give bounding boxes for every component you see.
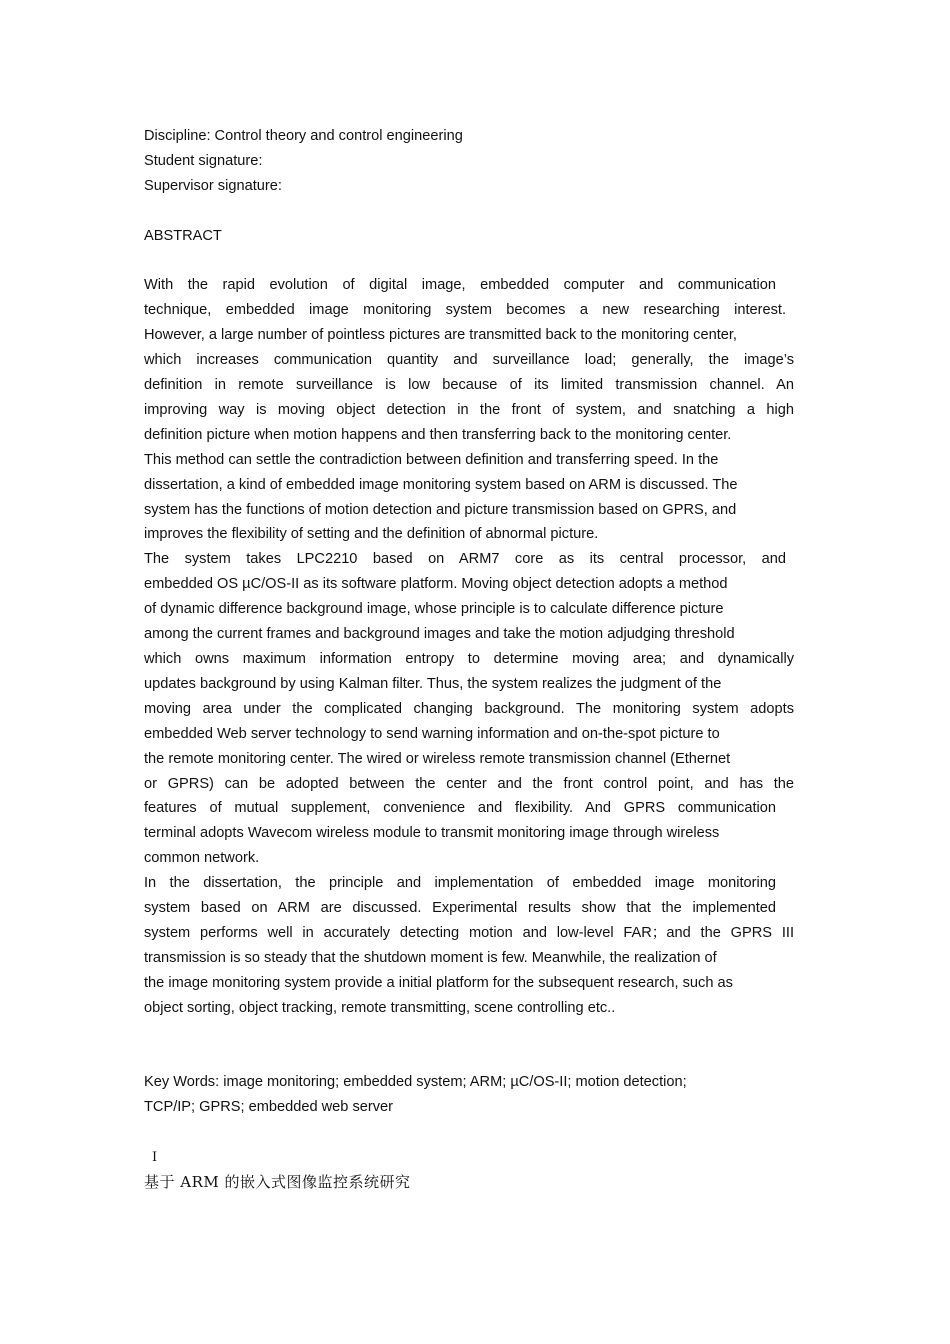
abstract-line: which owns maximum information entropy to determine moving area; and dynamically [144, 651, 794, 667]
abstract-line: the remote monitoring center. The wired or wireless remote transmission channel (Ethernet [144, 750, 731, 767]
keywords-line-continued: TCP/IP; GPRS; embedded web server [144, 1099, 394, 1116]
abstract-line: The system takes LPC2210 based on ARM7 core as its central processor, and [144, 551, 786, 568]
abstract-line: improving way is moving object detection in the front of system, and snatching a high [144, 401, 794, 418]
keywords-line: Key Words: image monitoring; embedded system; ARM; µC/OS-II; motion detection; [144, 1074, 687, 1091]
abstract-line: features of mutual supplement, convenience and flexibility. And GPRS communication [144, 800, 776, 817]
abstract-line: which increases communication quantity and surveillance load; generally, the image’s [144, 352, 794, 369]
abstract-line: However, a large number of pointless pictures are transmitted back to the monitoring center, [144, 327, 737, 344]
abstract-line: or GPRS) can be adopted between the center and the front control point, and has the [144, 775, 794, 792]
abstract-line: definition in remote surveillance is low because of its limited transmission channel. An [144, 377, 794, 394]
abstract-line: technique, embedded image monitoring system becomes a new researching interest. [144, 302, 786, 319]
abstract-line: definition picture when motion happens and then transferring back to the monitoring center. [144, 426, 732, 443]
abstract-line: With the rapid evolution of digital image, embedded computer and communication [144, 277, 776, 294]
document-page [144, 124, 794, 1194]
abstract-line: object sorting, object tracking, remote transmitting, scene controlling etc.. [144, 999, 616, 1016]
abstract-line: transmission is so steady that the shutdown moment is few. Meanwhile, the realization of [144, 949, 717, 966]
abstract-line: common network. [144, 850, 260, 867]
abstract-line: of dynamic difference background image, whose principle is to calculate difference picture [144, 601, 724, 618]
abstract-line: among the current frames and background images and take the motion adjudging threshold [144, 626, 735, 643]
student-signature-line: Student signature: [144, 152, 263, 169]
abstract-line: improves the flexibility of setting and the definition of abnormal picture. [144, 526, 599, 543]
abstract-line: embedded Web server technology to send warning information and on-the-spot picture to [144, 725, 720, 742]
abstract-line: embedded OS µC/OS-II as its software platform. Moving object detection adopts a method [144, 576, 728, 593]
abstract-heading: ABSTRACT [144, 227, 222, 244]
abstract-line: This method can settle the contradiction between definition and transferring speed. In the [144, 451, 719, 468]
supervisor-signature-line: Supervisor signature: [144, 177, 282, 194]
abstract-line: system has the functions of motion detection and picture transmission based on GPRS, and [144, 501, 737, 518]
page-number: I [152, 1150, 158, 1166]
abstract-line: system performs well in accurately detecting motion and low-level FAR；and the GPRS III [144, 924, 794, 941]
abstract-body [144, 273, 794, 1020]
abstract-line: the image monitoring system provide a initial platform for the subsequent research, such as [144, 974, 733, 991]
discipline-line: Discipline: Control theory and control engineering [144, 128, 463, 144]
abstract-line: In the dissertation, the principle and implementation of embedded image monitoring [144, 875, 776, 892]
abstract-line: system based on ARM are discussed. Experimental results show that the implemented [144, 900, 776, 917]
chinese-title: 基于 ARM 的嵌入式图像监控系统研究 [144, 1173, 411, 1192]
abstract-line: moving area under the complicated changing background. The monitoring system adopts [144, 700, 794, 717]
abstract-line: terminal adopts Wavecom wireless module to transmit monitoring image through wireless [144, 825, 720, 842]
abstract-line: dissertation, a kind of embedded image monitoring system based on ARM is discussed. The [144, 476, 738, 493]
abstract-line: updates background by using Kalman filter. Thus, the system realizes the judgment of the [144, 675, 722, 692]
